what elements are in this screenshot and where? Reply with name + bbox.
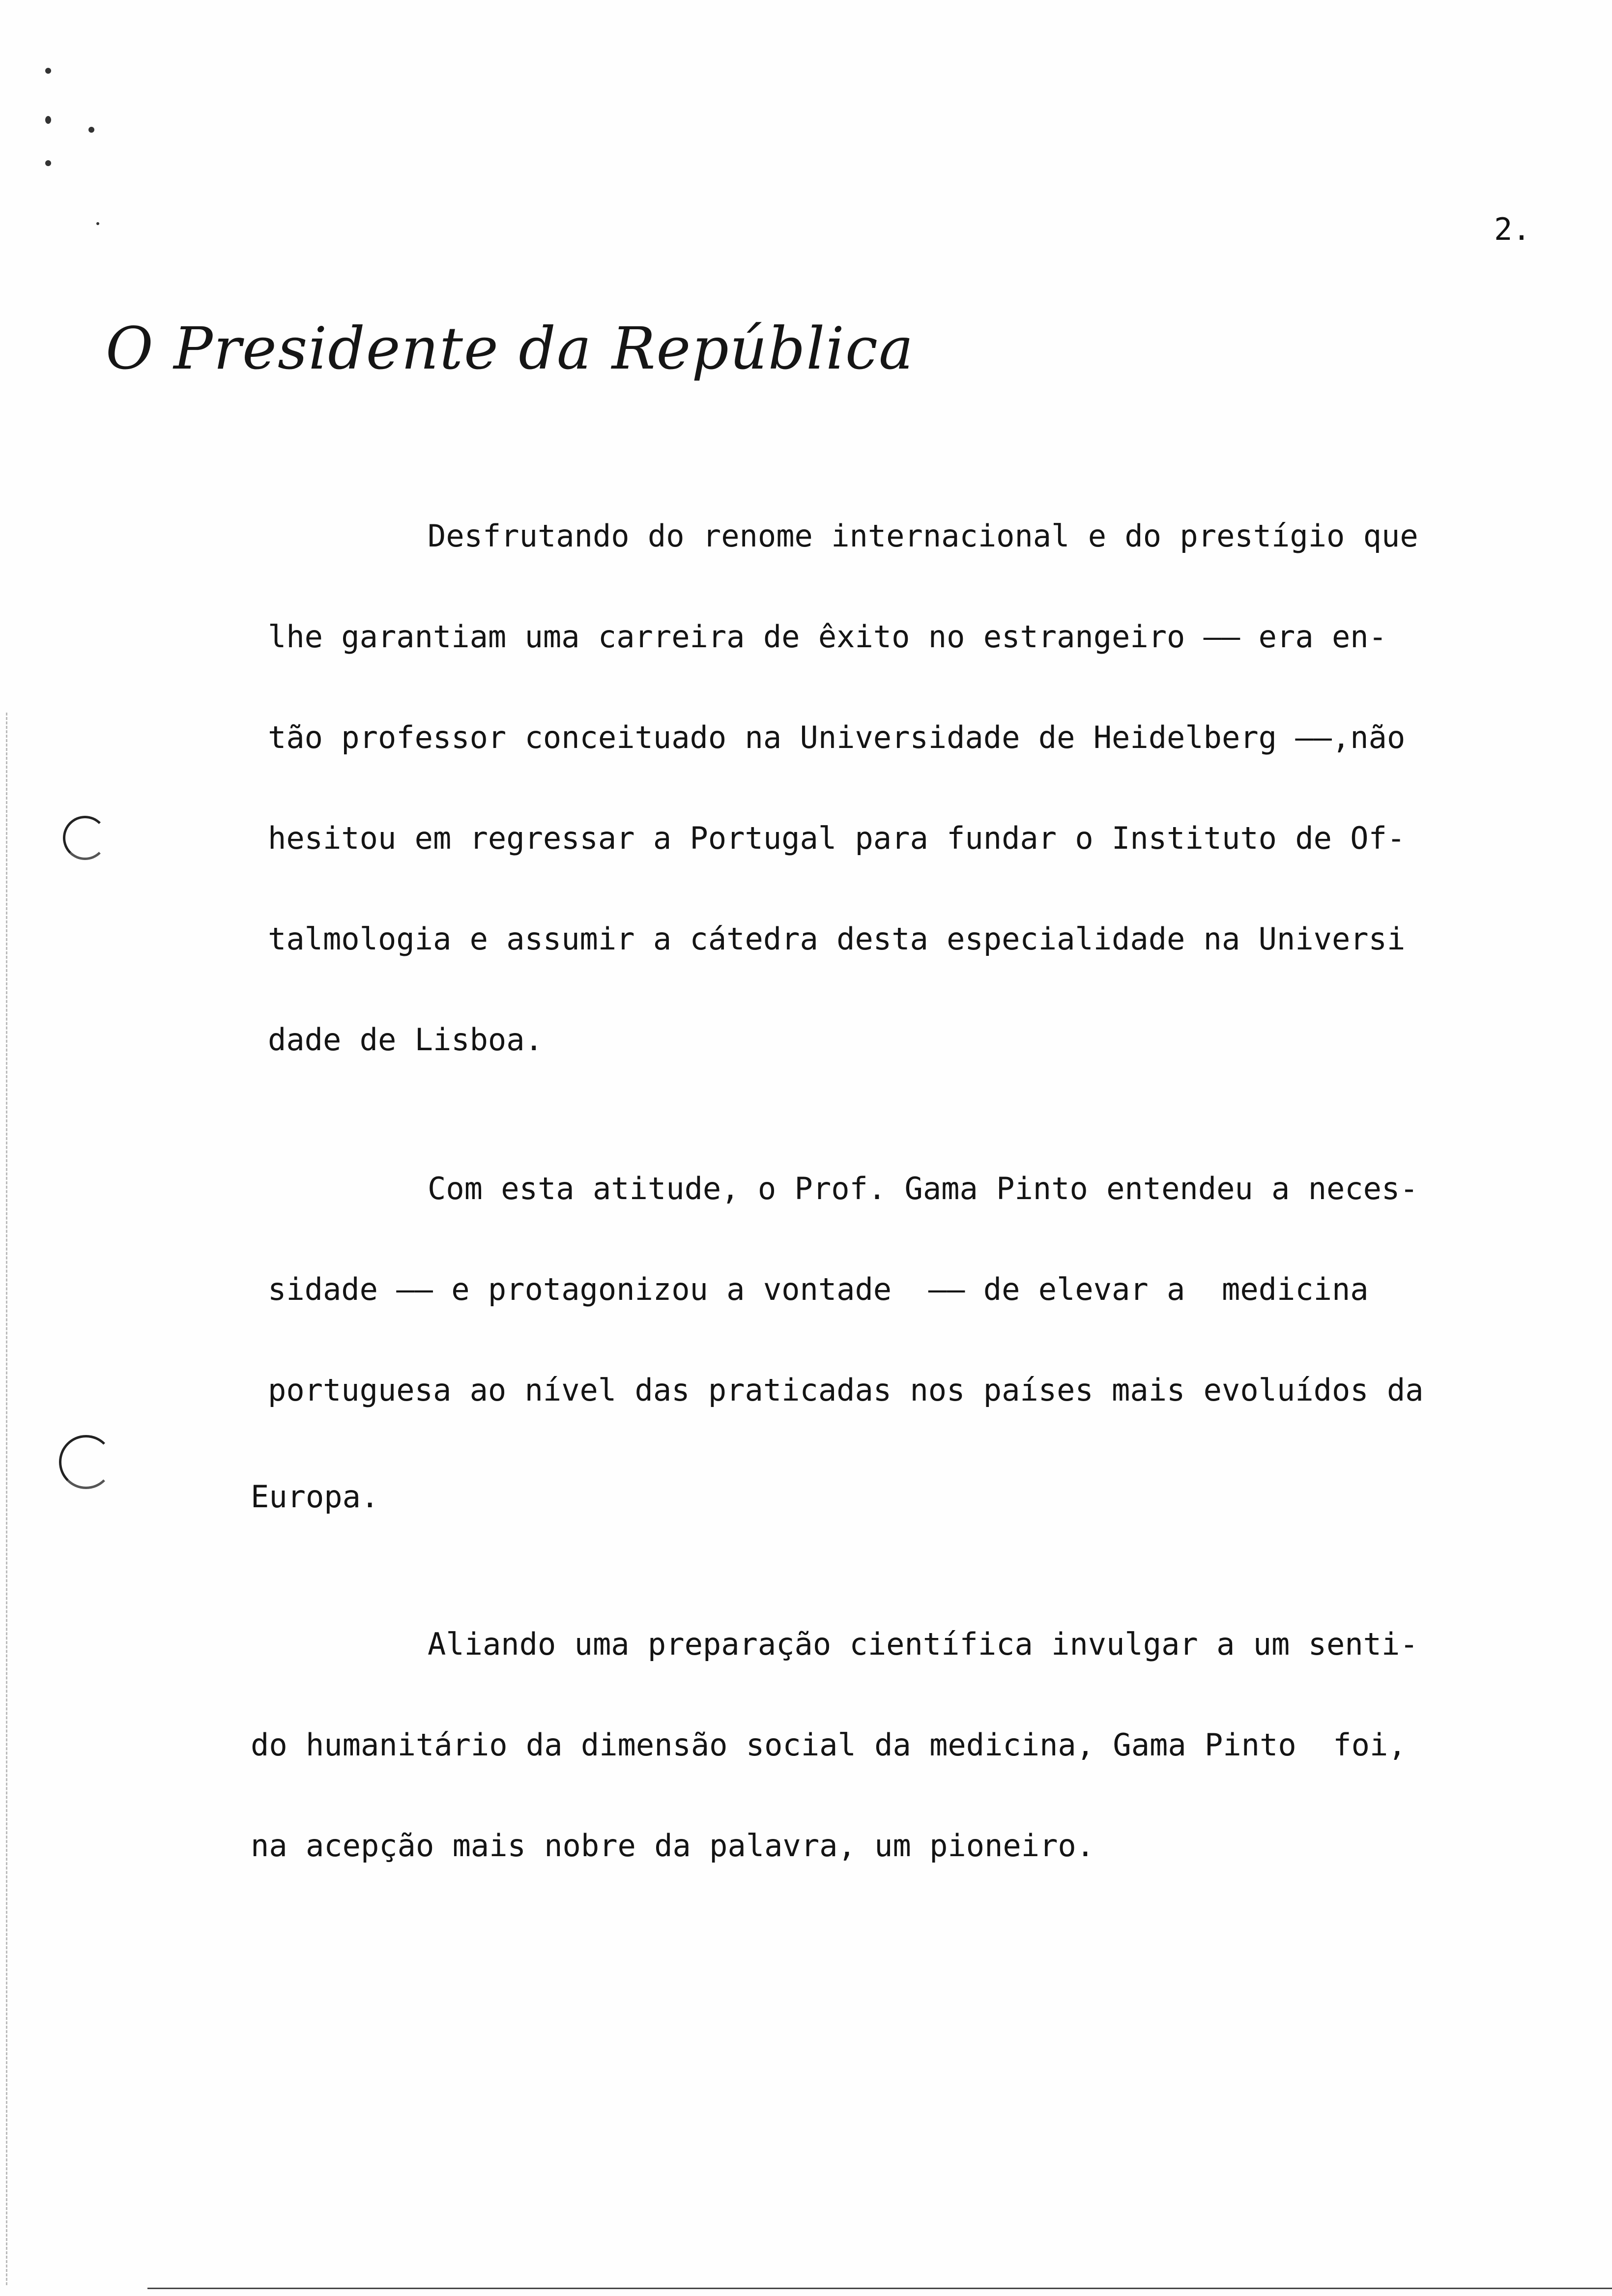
paragraph-2-line-2: sidade —— e protagonizou a vontade —— de elevar a medicina — [268, 1271, 1369, 1307]
paragraph-2-line-1: Com esta atitude, o Prof. Gama Pinto entendeu a neces- — [428, 1171, 1418, 1206]
scan-edge-line — [6, 713, 7, 2285]
punch-hole — [63, 816, 107, 860]
punch-hole — [59, 1435, 113, 1489]
paragraph-3-line-2: do humanitário da dimensão social da medicina, Gama Pinto foi, — [251, 1727, 1407, 1763]
paragraph-1-line-2: lhe garantiam uma carreira de êxito no estrangeiro —— era en- — [268, 619, 1387, 655]
margin-dot — [45, 68, 51, 74]
margin-dot — [96, 222, 99, 225]
margin-dot — [45, 116, 51, 124]
paragraph-2-line-4: Europa. — [251, 1479, 379, 1515]
paragraph-1-line-4: hesitou em regressar a Portugal para fundar o Instituto de Of- — [268, 820, 1406, 856]
paragraph-3-line-3: na acepção mais nobre da palavra, um pioneiro. — [251, 1828, 1095, 1864]
scan-bottom-line — [147, 2288, 1612, 2289]
paragraph-2-line-3: portuguesa ao nível das praticadas nos países mais evoluídos da — [268, 1372, 1424, 1408]
letterhead: O Presidente da República — [106, 315, 915, 382]
paragraph-1-line-3: tão professor conceituado na Universidade de Heidelberg ——,não — [268, 719, 1406, 755]
margin-dot — [45, 160, 51, 166]
page-number: 2. — [1494, 211, 1531, 247]
paragraph-1-line-1: Desfrutando do renome internacional e do prestígio que — [428, 518, 1418, 554]
paragraph-3-line-1: Aliando uma preparação científica invulgar a um senti- — [428, 1626, 1418, 1662]
paragraph-1-line-5: talmologia e assumir a cátedra desta especialidade na Universi — [268, 921, 1406, 957]
paragraph-1-line-6: dade de Lisboa. — [268, 1022, 543, 1058]
margin-dot — [88, 127, 94, 133]
